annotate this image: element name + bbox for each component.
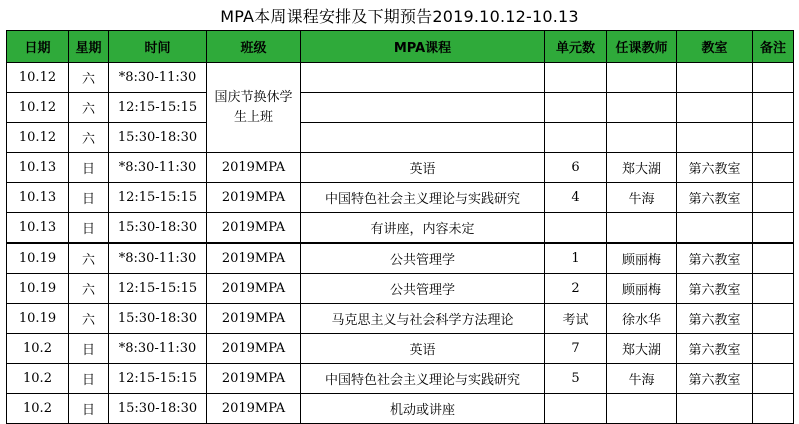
cell-room: 第六教室 [677,334,753,364]
cell-course [301,123,545,153]
cell-time: 12:15-15:15 [109,274,207,304]
cell-teacher [607,213,677,244]
cell-room [677,123,753,153]
cell-date: 10.13 [7,213,69,244]
cell-units: 7 [545,334,607,364]
table-row [7,213,794,244]
cell-time: 12:15-15:15 [109,364,207,394]
cell-time: 12:15-15:15 [109,183,207,213]
table-row [7,304,794,334]
cell-room: 第六教室 [677,243,753,274]
cell-note [753,153,794,183]
table-row [7,243,794,274]
cell-date: 10.19 [7,304,69,334]
cell-course [301,93,545,123]
cell-course: 英语 [301,334,545,364]
cell-weekday: 日 [69,394,109,424]
cell-note [753,364,794,394]
table-row [7,93,794,123]
cell-note [753,274,794,304]
table-row [7,123,794,153]
table-row [7,183,794,213]
cell-date: 10.12 [7,123,69,153]
cell-teacher: 牛海 [607,183,677,213]
cell-class: 2019MPA [207,153,301,183]
cell-time: *8:30-11:30 [109,153,207,183]
cell-room [677,394,753,424]
cell-note [753,63,794,93]
cell-room: 第六教室 [677,304,753,334]
cell-teacher [607,394,677,424]
cell-class: 2019MPA [207,394,301,424]
cell-teacher: 顾丽梅 [607,243,677,274]
cell-weekday: 日 [69,364,109,394]
cell-class: 2019MPA [207,243,301,274]
cell-room [677,213,753,244]
header-class: 班级 [207,31,301,63]
cell-weekday: 六 [69,63,109,93]
cell-weekday: 六 [69,123,109,153]
cell-time: *8:30-11:30 [109,63,207,93]
header-room: 教室 [677,31,753,63]
cell-date: 10.19 [7,274,69,304]
cell-time: 12:15-15:15 [109,93,207,123]
header-time: 时间 [109,31,207,63]
table-row [7,63,794,93]
cell-units: 1 [545,243,607,274]
cell-course: 公共管理学 [301,274,545,304]
cell-teacher: 徐水华 [607,304,677,334]
cell-course: 中国特色社会主义理论与实践研究 [301,183,545,213]
cell-time: 15:30-18:30 [109,304,207,334]
cell-class: 2019MPA [207,334,301,364]
cell-room: 第六教室 [677,153,753,183]
cell-note [753,304,794,334]
cell-weekday: 六 [69,304,109,334]
cell-course: 马克思主义与社会科学方法理论 [301,304,545,334]
cell-units: 2 [545,274,607,304]
cell-class: 2019MPA [207,183,301,213]
cell-weekday: 六 [69,93,109,123]
cell-course: 公共管理学 [301,243,545,274]
table-row [7,153,794,183]
cell-weekday: 日 [69,183,109,213]
cell-date: 10.13 [7,153,69,183]
header-weekday: 星期 [69,31,109,63]
cell-note [753,123,794,153]
cell-date: 10.2 [7,394,69,424]
cell-room [677,63,753,93]
cell-room [677,93,753,123]
cell-course: 中国特色社会主义理论与实践研究 [301,364,545,394]
header-teacher: 任课教师 [607,31,677,63]
cell-note [753,93,794,123]
cell-time: *8:30-11:30 [109,334,207,364]
cell-teacher [607,123,677,153]
cell-course: 机动或讲座 [301,394,545,424]
cell-time: 15:30-18:30 [109,123,207,153]
cell-date: 10.2 [7,334,69,364]
cell-class: 2019MPA [207,364,301,394]
cell-course [301,63,545,93]
cell-weekday: 日 [69,213,109,244]
cell-class: 2019MPA [207,213,301,244]
schedule-table [6,30,794,424]
cell-note [753,243,794,274]
table-row [7,364,794,394]
cell-units: 5 [545,364,607,394]
cell-units [545,213,607,244]
cell-date: 10.19 [7,243,69,274]
header-row [7,31,794,63]
cell-note [753,334,794,364]
cell-units [545,93,607,123]
cell-course: 英语 [301,153,545,183]
cell-teacher: 郑大湖 [607,153,677,183]
cell-time: *8:30-11:30 [109,243,207,274]
cell-note [753,394,794,424]
cell-date: 10.13 [7,183,69,213]
cell-date: 10.12 [7,63,69,93]
header-units: 单元数 [545,31,607,63]
table-row [7,394,794,424]
table-row [7,334,794,364]
cell-time: 15:30-18:30 [109,213,207,244]
cell-units: 考试 [545,304,607,334]
cell-weekday: 六 [69,243,109,274]
cell-note [753,213,794,244]
cell-teacher: 顾丽梅 [607,274,677,304]
cell-units [545,123,607,153]
cell-date: 10.2 [7,364,69,394]
cell-units: 6 [545,153,607,183]
cell-class: 2019MPA [207,304,301,334]
cell-teacher: 牛海 [607,364,677,394]
cell-date: 10.12 [7,93,69,123]
cell-note [753,183,794,213]
header-date: 日期 [7,31,69,63]
table-row [7,274,794,304]
cell-time: 15:30-18:30 [109,394,207,424]
cell-course: 有讲座，内容未定 [301,213,545,244]
cell-teacher: 郑大湖 [607,334,677,364]
cell-teacher [607,63,677,93]
cell-room: 第六教室 [677,364,753,394]
cell-units [545,63,607,93]
cell-units: 4 [545,183,607,213]
cell-weekday: 日 [69,334,109,364]
cell-room: 第六教室 [677,183,753,213]
cell-teacher [607,93,677,123]
page-title: MPA本周课程安排及下期预告2019.10.12-10.13 [220,6,579,26]
cell-weekday: 六 [69,274,109,304]
cell-weekday: 日 [69,153,109,183]
holiday-note-cell: 国庆节换休学生上班 [207,63,301,153]
cell-class: 2019MPA [207,274,301,304]
header-note: 备注 [753,31,794,63]
cell-units [545,394,607,424]
cell-room: 第六教室 [677,274,753,304]
header-course: MPA课程 [301,31,545,63]
